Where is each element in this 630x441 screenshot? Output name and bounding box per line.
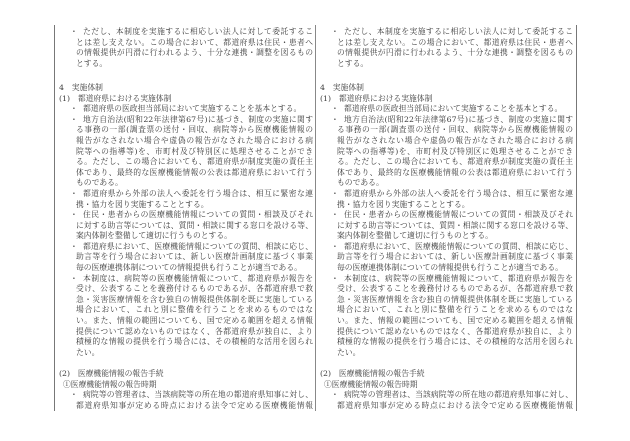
left-column <box>55 25 315 411</box>
bullet-paragraph <box>316 104 575 115</box>
text-line: 急・災害医療情報を含む独自の情報提供体制を既に実施している <box>337 294 573 304</box>
text-line: に対する助言等については、質問・相談に関する窓口を設ける等、 <box>337 220 573 230</box>
text-line: たい。 <box>337 347 361 357</box>
text-line: 都道府県から外部の法人へ委託を行う場合は、相互に緊密な連 <box>83 188 313 198</box>
text-line: 都道府県から外部の法人へ委託を行う場合は、相互に緊密な連 <box>344 188 573 198</box>
bullet-icon: ・ <box>331 210 339 220</box>
bullet-paragraph <box>55 189 315 210</box>
text-line: とは差し支えない。この場合において、都道府県は住民・患者へ <box>337 37 573 47</box>
section-heading <box>55 83 315 94</box>
text-line: 積極的な情報の提供を行う場合には、その積極的な活用を図られ <box>76 337 313 347</box>
text-line: (2) 医療機能情報の報告手続 <box>320 369 425 378</box>
text-line: 地方自治法(昭和22年法律第67号)に基づき、制度の実施に関す <box>83 114 313 124</box>
text-line: (1) 都道府県における実施体制 <box>59 93 172 103</box>
bullet-icon: ・ <box>331 188 339 198</box>
text-line: 体であり、最終的な医療機能情報の公表は都道府県において行う <box>337 167 573 177</box>
text-line: 都道府県の医政担当部局において実施することを基本とする。 <box>83 104 302 114</box>
text-line: 助言等を行う場合においては、新しい医療計画制度に基づく事業 <box>76 252 313 262</box>
bullet-paragraph <box>316 242 575 274</box>
bullet-paragraph <box>55 274 315 359</box>
text-line: たい。 <box>76 347 100 357</box>
text-line: とは差し支えない。この場合において、都道府県は住民・患者へ <box>76 37 313 47</box>
text-line: 報告がなされない場合や虚偽の報告がなされた場合における病 <box>76 135 313 145</box>
text-line: 携・協力を図り実施することとする。 <box>337 199 470 209</box>
bullet-icon: ・ <box>331 104 339 114</box>
text-line: 体であり、最終的な医療機能情報の公表は都道府県において行う <box>76 167 313 177</box>
text-line: る事務の一部(調査票の送付・回収、病院等から医療機能情報の <box>337 125 573 135</box>
bullet-paragraph <box>55 390 315 411</box>
section-heading <box>55 94 315 105</box>
text-line: ただし、本制度を実施するに相応しい法人に対して委託するこ <box>83 27 313 36</box>
text-line: 場合において、これと別に整備を行うことを求めるものではな <box>76 305 313 315</box>
comparison-table <box>54 25 577 411</box>
text-line: 提供について認めないものではなく、各都道府県が独自に、より <box>76 326 313 336</box>
text-line: (1) 都道府県における実施体制 <box>320 93 433 103</box>
text-line: い。また、情報の範囲についても、国で定める範囲を超える情報 <box>337 316 573 326</box>
text-line: 都道府県において、医療機能情報についての質問、相談に応じ、 <box>83 241 313 251</box>
text-line: 携・協力を図り実施することとする。 <box>76 199 209 209</box>
bullet-icon: ・ <box>331 273 339 283</box>
bullet-icon: ・ <box>70 210 78 220</box>
text-line: る。ただし、この場合においても、都道府県が制度実施の責任主 <box>337 157 573 167</box>
bullet-paragraph <box>55 27 315 69</box>
bullet-icon: ・ <box>70 188 78 198</box>
bullet-icon: ・ <box>331 241 339 251</box>
bullet-icon: ・ <box>70 390 78 400</box>
text-line: 受け、公表することを義務付けるものであるが、各都道府県で救 <box>76 284 313 294</box>
text-line: 急・災害医療情報を含む独自の情報提供体制を既に実施している <box>76 294 313 304</box>
text-line: 病院等の管理者は、当該病院等の所在地の都道府県知事に対し、 <box>344 390 573 400</box>
text-line: の情報提供が円滑に行われるよう、十分な連携・調整を図るもの <box>76 48 313 58</box>
bullet-paragraph <box>316 390 575 411</box>
right-column <box>315 25 575 411</box>
bullet-paragraph <box>55 104 315 115</box>
text-line: る。ただし、この場合においても、都道府県が制度実施の責任主 <box>76 157 313 167</box>
subsection-heading <box>55 380 315 391</box>
text-line: の情報提供が円滑に行われるよう、十分な連携・調整を図るもの <box>337 48 573 58</box>
text-line: 4 実施体制 <box>59 82 103 92</box>
text-line: 受け、公表することを義務付けるものであるが、各都道府県で救 <box>337 284 573 294</box>
text-line: 住民・患者からの医療機能情報についての質問・相談及びそれ <box>83 210 313 220</box>
text-line: 毎の医療連携体制についての情報提供も行うことが適当である。 <box>337 263 563 273</box>
text-line: 都道府県知事が定める時点における法令で定める医療機能情報 <box>337 400 573 410</box>
text-line: 院等への指導等)を、市町村及び特別区に処理させることができ <box>76 146 313 156</box>
text-line: ①医療機能情報の報告時期 <box>63 379 157 389</box>
bullet-paragraph <box>316 115 575 189</box>
text-line: 毎の医療連携体制についての情報提供も行うことが適当である。 <box>76 263 302 273</box>
text-line: 積極的な情報の提供を行う場合には、その積極的な活用を図られ <box>337 337 573 347</box>
text-line: ものである。 <box>337 178 384 188</box>
text-line: 助言等を行う場合においては、新しい医療計画制度に基づく事業 <box>337 252 573 262</box>
section-heading <box>55 369 315 380</box>
bullet-icon: ・ <box>331 390 339 400</box>
text-line: 場合において、これと別に整備を行うことを求めるものではな <box>337 305 573 315</box>
bullet-icon: ・ <box>331 114 339 124</box>
bullet-paragraph <box>55 242 315 274</box>
bullet-paragraph <box>316 189 575 210</box>
text-line: 都道府県の医政担当部局において実施することを基本とする。 <box>344 104 563 114</box>
text-line: 報告がなされない場合や虚偽の報告がなされた場合における病 <box>337 135 573 145</box>
bullet-paragraph <box>316 274 575 359</box>
text-line: る事務の一部(調査票の送付・回収、病院等から医療機能情報の <box>76 125 313 135</box>
text-line: ①医療機能情報の報告時期 <box>324 379 418 389</box>
bullet-paragraph <box>316 27 575 69</box>
subsection-heading <box>316 380 575 391</box>
text-line: い。また、情報の範囲についても、国で定める範囲を超える情報 <box>76 316 313 326</box>
text-line: ただし、本制度を実施するに相応しい法人に対して委託するこ <box>344 27 573 36</box>
section-heading <box>316 94 575 105</box>
text-line: 提供について認めないものではなく、各都道府県が独自に、より <box>337 326 573 336</box>
text-line: とする。 <box>337 58 369 68</box>
text-line: に対する助言等については、質問・相談に関する窓口を設ける等、 <box>76 220 313 230</box>
text-line: 院等への指導等)を、市町村及び特別区に処理させることができ <box>337 146 573 156</box>
bullet-icon: ・ <box>70 104 78 114</box>
bullet-icon: ・ <box>70 273 78 283</box>
text-line: 4 実施体制 <box>320 82 364 92</box>
text-line: 病院等の管理者は、当該病院等の所在地の都道府県知事に対し、 <box>83 390 313 400</box>
section-heading <box>316 83 575 94</box>
text-line: 本制度は、病院等の医療機能情報について、都道府県が報告を <box>83 273 313 283</box>
text-line: ものである。 <box>76 178 123 188</box>
text-line: 都道府県知事が定める時点における法令で定める医療機能情報 <box>76 400 313 410</box>
text-line: 本制度は、病院等の医療機能情報について、都道府県が報告を <box>344 273 573 283</box>
text-line: 住民・患者からの医療機能情報についての質問・相談及びそれ <box>344 210 573 220</box>
bullet-paragraph <box>55 210 315 242</box>
bullet-icon: ・ <box>70 27 78 36</box>
section-heading <box>316 369 575 380</box>
bullet-paragraph <box>55 115 315 189</box>
bullet-icon: ・ <box>331 27 339 36</box>
text-line: 都道府県において、医療機能情報についての質問、相談に応じ、 <box>344 241 573 251</box>
bullet-icon: ・ <box>70 114 78 124</box>
text-line: 案内体制を整備して適切に行うものとする。 <box>76 231 232 241</box>
text-line: 案内体制を整備して適切に行うものとする。 <box>337 231 493 241</box>
bullet-paragraph <box>316 210 575 242</box>
text-line: (2) 医療機能情報の報告手続 <box>59 369 164 378</box>
bullet-icon: ・ <box>70 241 78 251</box>
text-line: 地方自治法(昭和22年法律第67号)に基づき、制度の実施に関す <box>344 114 573 124</box>
text-line: とする。 <box>76 58 108 68</box>
